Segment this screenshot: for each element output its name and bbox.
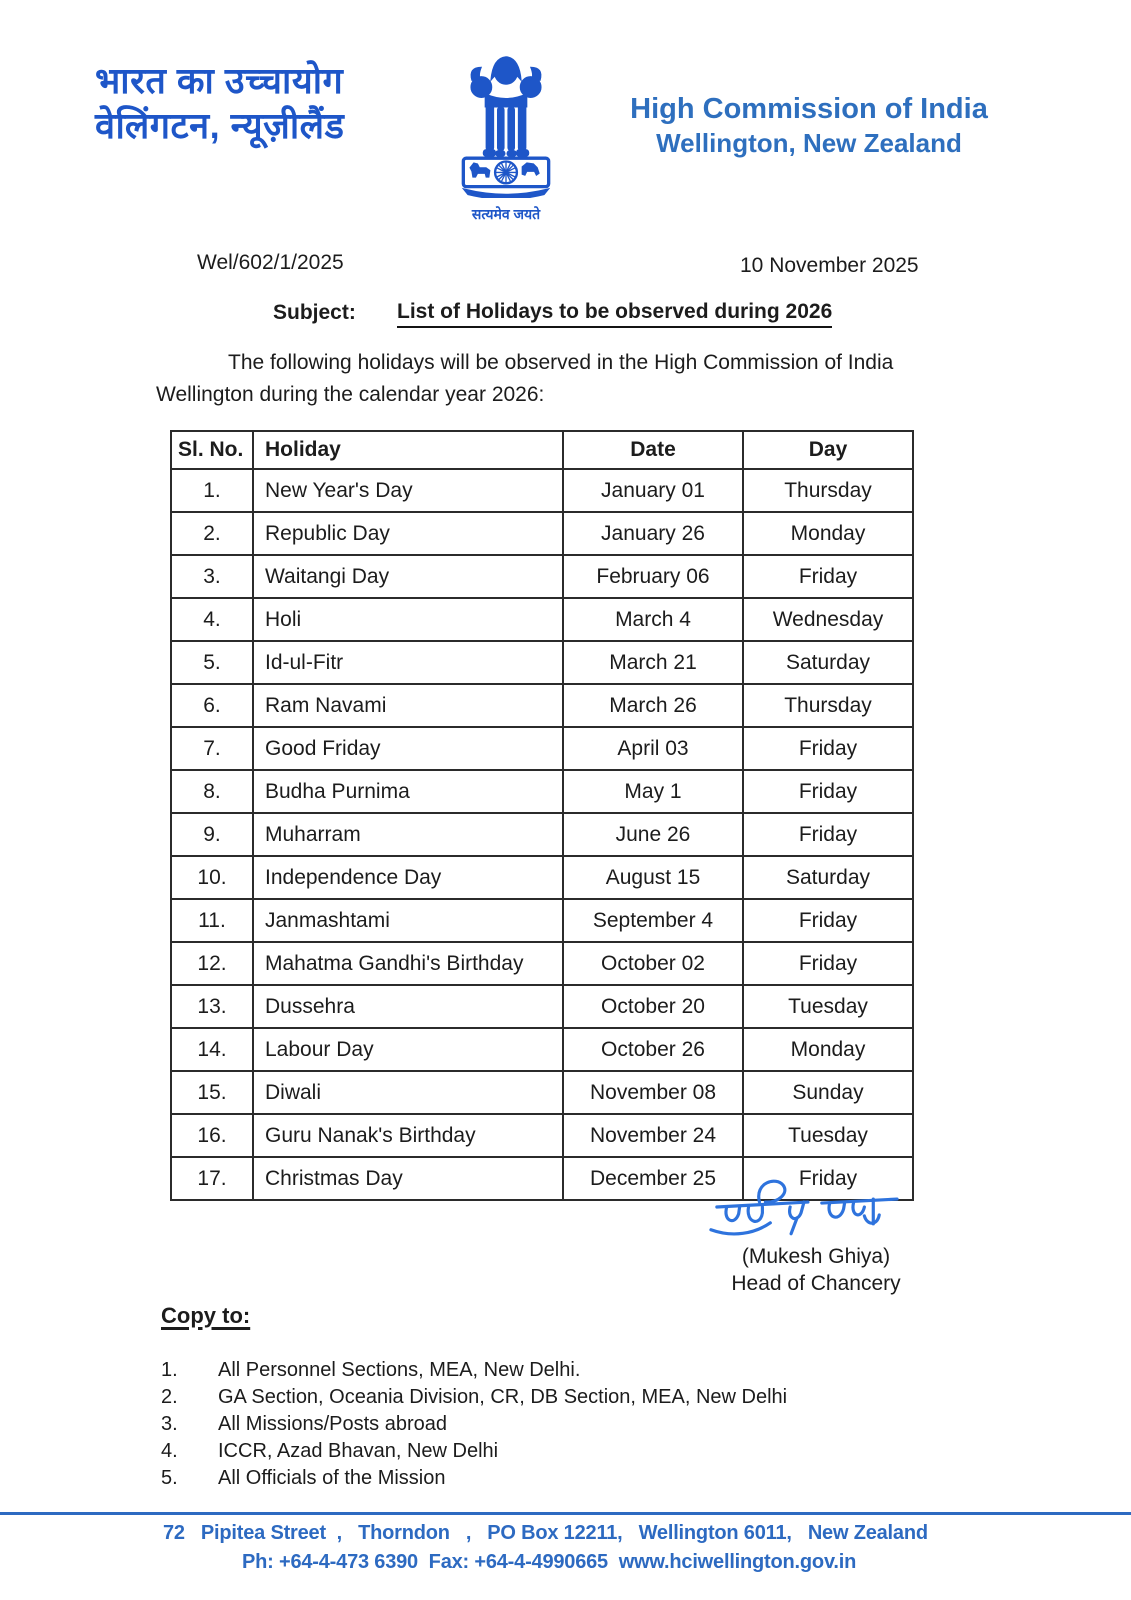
org-english-line2: Wellington, New Zealand <box>656 128 962 158</box>
holiday-cell: Republic Day <box>253 512 563 555</box>
date-cell: January 26 <box>563 512 743 555</box>
copy-to-item-text: All Officials of the Mission <box>218 1467 446 1489</box>
footer-divider <box>0 1512 1131 1515</box>
date-cell: May 1 <box>563 770 743 813</box>
sl-no-cell: 17. <box>171 1157 253 1200</box>
day-cell: Friday <box>743 813 913 856</box>
copy-to-item-number: 5. <box>161 1467 178 1489</box>
sl-no-cell: 7. <box>171 727 253 770</box>
sl-no-cell: 5. <box>171 641 253 684</box>
copy-to-item <box>161 1411 787 1438</box>
date-cell: August 15 <box>563 856 743 899</box>
intro-paragraph: The following holidays will be observed in the High Commission of India Wellington during the calendar year 2026: <box>156 351 894 406</box>
holiday-table <box>170 430 914 1201</box>
sl-no-cell: 14. <box>171 1028 253 1071</box>
day-cell: Friday <box>743 899 913 942</box>
day-cell: Tuesday <box>743 1114 913 1157</box>
org-name-hindi <box>95 58 425 148</box>
sl-no-cell: 8. <box>171 770 253 813</box>
day-cell: Tuesday <box>743 985 913 1028</box>
holiday-table-body <box>171 469 913 1200</box>
sl-no-cell: 16. <box>171 1114 253 1157</box>
day-cell: Sunday <box>743 1071 913 1114</box>
signatory-name: (Mukesh Ghiya) <box>741 1245 891 1268</box>
copy-to-item-number: 2. <box>161 1386 178 1408</box>
holiday-cell: Dussehra <box>253 985 563 1028</box>
copy-to-item-text: All Personnel Sections, MEA, New Delhi. <box>218 1359 581 1381</box>
signatory-designation: Head of Chancery <box>731 1272 901 1295</box>
copy-to-item-number: 4. <box>161 1440 178 1462</box>
copy-to-item <box>161 1384 787 1411</box>
day-cell: Saturday <box>743 641 913 684</box>
holiday-cell: Good Friday <box>253 727 563 770</box>
holiday-table-row <box>171 1071 913 1114</box>
footer-contact: Ph: +64-4-473 6390 Fax: +64-4-4990665 www.hciwellington.gov.in <box>242 1551 857 1573</box>
copy-to-item-text: ICCR, Azad Bhavan, New Delhi <box>218 1440 499 1462</box>
subject-title: List of Holidays to be observed during 2026 <box>397 300 832 328</box>
copy-to-item <box>161 1438 787 1465</box>
sl-no-cell: 4. <box>171 598 253 641</box>
handwritten-signature <box>703 1174 901 1240</box>
holiday-table-row <box>171 899 913 942</box>
sl-no-cell: 15. <box>171 1071 253 1114</box>
holiday-cell: Id-ul-Fitr <box>253 641 563 684</box>
date-cell: April 03 <box>563 727 743 770</box>
sl-no-cell: 9. <box>171 813 253 856</box>
reference-number: Wel/602/1/2025 <box>197 251 344 274</box>
copy-to-heading: Copy to: <box>161 1303 251 1328</box>
day-cell: Friday <box>743 1157 913 1200</box>
date-cell: June 26 <box>563 813 743 856</box>
day-cell: Thursday <box>743 684 913 727</box>
holiday-table-row <box>171 1028 913 1071</box>
holiday-table-row <box>171 942 913 985</box>
holiday-cell: Janmashtami <box>253 899 563 942</box>
date-cell: March 26 <box>563 684 743 727</box>
date-cell: March 4 <box>563 598 743 641</box>
sl-no-cell: 13. <box>171 985 253 1028</box>
org-english-line1: High Commission of India <box>630 93 988 125</box>
date-cell: October 26 <box>563 1028 743 1071</box>
header-holiday: Holiday <box>253 431 563 469</box>
holiday-table-row <box>171 555 913 598</box>
emblem-motto: सत्यमेव जयते <box>471 206 541 222</box>
holiday-cell: New Year's Day <box>253 469 563 512</box>
holiday-table-row <box>171 985 913 1028</box>
holiday-table-row <box>171 856 913 899</box>
holiday-cell: Diwali <box>253 1071 563 1114</box>
signatory-block <box>710 1243 922 1297</box>
holiday-cell: Christmas Day <box>253 1157 563 1200</box>
date-cell: October 20 <box>563 985 743 1028</box>
copy-to-item <box>161 1357 787 1384</box>
holiday-cell: Waitangi Day <box>253 555 563 598</box>
date-cell: December 25 <box>563 1157 743 1200</box>
date-cell: September 4 <box>563 899 743 942</box>
date-cell: November 24 <box>563 1114 743 1157</box>
day-cell: Friday <box>743 770 913 813</box>
header-sl-no: Sl. No. <box>171 431 253 469</box>
holiday-table-row <box>171 813 913 856</box>
sl-no-cell: 10. <box>171 856 253 899</box>
holiday-table-row <box>171 641 913 684</box>
sl-no-cell: 11. <box>171 899 253 942</box>
day-cell: Monday <box>743 1028 913 1071</box>
copy-to-item-text: GA Section, Oceania Division, CR, DB Section, MEA, New Delhi <box>218 1386 788 1408</box>
date-cell: March 21 <box>563 641 743 684</box>
holiday-table-row <box>171 598 913 641</box>
holiday-table-row <box>171 770 913 813</box>
holiday-cell: Mahatma Gandhi's Birthday <box>253 942 563 985</box>
holiday-cell: Labour Day <box>253 1028 563 1071</box>
table-header-row <box>171 431 913 469</box>
header-day: Day <box>743 431 913 469</box>
day-cell: Thursday <box>743 469 913 512</box>
holiday-table-row <box>171 1114 913 1157</box>
date-cell: January 01 <box>563 469 743 512</box>
sl-no-cell: 1. <box>171 469 253 512</box>
day-cell: Friday <box>743 555 913 598</box>
copy-to-item-text: All Missions/Posts abroad <box>218 1413 447 1435</box>
sl-no-cell: 2. <box>171 512 253 555</box>
date-cell: November 08 <box>563 1071 743 1114</box>
copy-to-item-number: 1. <box>161 1359 178 1381</box>
org-hindi-line1: भारत का उच्चायोग <box>95 60 344 101</box>
holiday-cell: Guru Nanak's Birthday <box>253 1114 563 1157</box>
holiday-table-row <box>171 727 913 770</box>
state-emblem-of-india-icon <box>449 52 563 198</box>
date-cell: February 06 <box>563 555 743 598</box>
holiday-cell: Ram Navami <box>253 684 563 727</box>
subject-label: Subject: <box>273 301 356 324</box>
copy-to-item-number: 3. <box>161 1413 178 1435</box>
header-date: Date <box>563 431 743 469</box>
day-cell: Wednesday <box>743 598 913 641</box>
day-cell: Friday <box>743 727 913 770</box>
emblem-block <box>447 52 565 224</box>
holiday-cell: Budha Purnima <box>253 770 563 813</box>
sl-no-cell: 6. <box>171 684 253 727</box>
holiday-cell: Independence Day <box>253 856 563 899</box>
holiday-table-row <box>171 684 913 727</box>
copy-to-list <box>161 1357 787 1492</box>
holiday-table-row <box>171 512 913 555</box>
date-cell: October 02 <box>563 942 743 985</box>
sl-no-cell: 3. <box>171 555 253 598</box>
holiday-cell: Holi <box>253 598 563 641</box>
day-cell: Friday <box>743 942 913 985</box>
sl-no-cell: 12. <box>171 942 253 985</box>
holiday-cell: Muharram <box>253 813 563 856</box>
copy-to-item <box>161 1465 787 1492</box>
holiday-table-row <box>171 469 913 512</box>
org-name-english <box>626 92 992 160</box>
org-hindi-line2: वेलिंगटन, न्यूज़ीलैंड <box>95 105 345 146</box>
footer-address: 72 Pipitea Street , Thorndon , PO Box 12211, Wellington 6011, New Zealand <box>163 1522 928 1544</box>
letter-date: 10 November 2025 <box>740 254 919 277</box>
day-cell: Saturday <box>743 856 913 899</box>
day-cell: Monday <box>743 512 913 555</box>
